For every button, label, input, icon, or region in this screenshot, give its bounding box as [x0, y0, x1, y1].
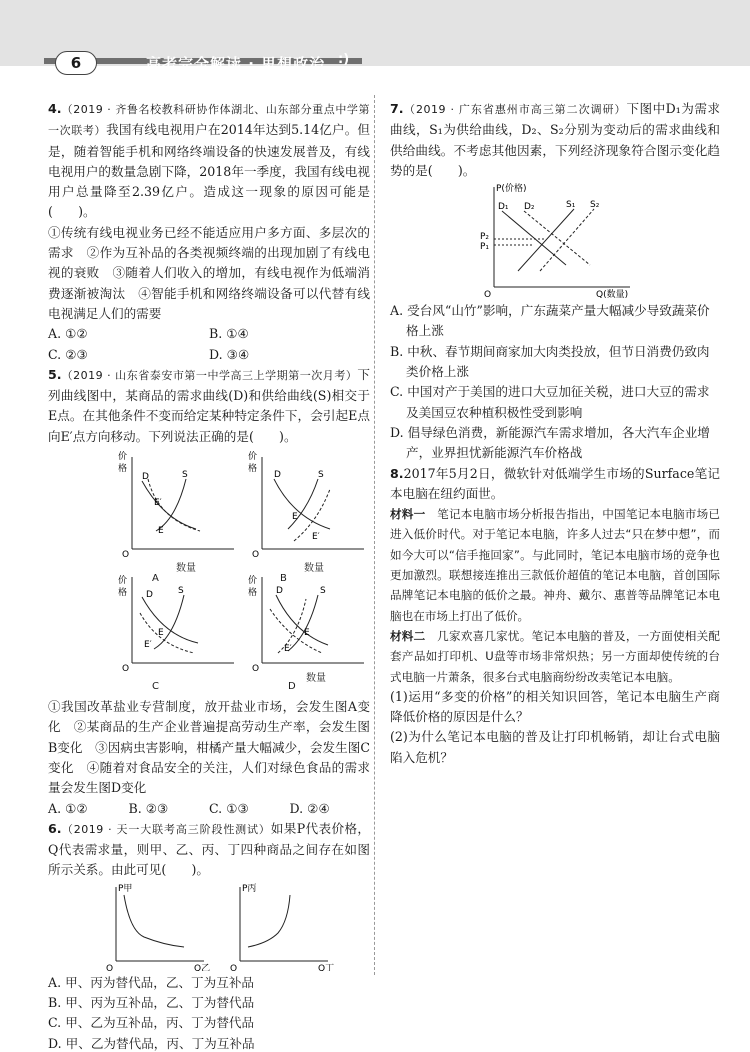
y-axis-label-2: 格 [118, 588, 128, 599]
question-7-graph-wrap [390, 181, 720, 301]
option-d[interactable]: D. 倡导绿色消费，新能源汽车需求增加，各大汽车企业增产，业界担忧新能源汽车价格战 [390, 424, 710, 461]
origin: O [106, 963, 114, 971]
label-d: D [276, 586, 283, 597]
label-d1: D₁ [498, 202, 509, 213]
question-6-graphs [48, 881, 370, 973]
page-header [0, 0, 750, 78]
graph-b [248, 449, 368, 559]
y-axis-label-1: 价 [118, 452, 128, 463]
material-one-label: 材料一 [390, 507, 426, 522]
label-origin: O [122, 550, 130, 560]
graph-cd-captions [48, 673, 370, 697]
option-a[interactable]: A. 甲、丙为替代品，乙、丁为互补品 [48, 974, 255, 990]
question-4 [48, 99, 370, 223]
label-e: E [292, 512, 298, 523]
question-number: 6. [48, 820, 62, 836]
y-axis-label-2: 格 [118, 464, 128, 475]
demand-curve [142, 481, 196, 529]
x-label: Q(数量) [596, 290, 629, 300]
sub-question-2: (2)为什么笔记本电脑的普及让打印机畅销，却让台式电脑陷入危机？ [390, 729, 720, 765]
question-source: （2019 · 山东省泰安市第一中学高三上学期第一次月考） [61, 368, 358, 382]
question-number: 8. [390, 465, 404, 481]
question-number: 7. [390, 101, 404, 116]
material-one-text: 笔记本电脑市场分析报告指出，中国笔记本电脑市场已进入低价时代。对于笔记本电脑，许多人过去“只在梦中想”，而如今大可以“信手拖回家”。与此同时，笔记本电脑市场的竞争也更加激烈。联想接连推出三款低价超值的笔记本电脑，首创国际品牌笔记本电脑的低价之最。神舟、戴尔、惠普等品牌笔记本电脑也在市场上打出了低价。 [390, 507, 720, 623]
x-label: Q丁 [318, 963, 335, 971]
y-label: P(价格) [496, 184, 527, 195]
question-stem: 下图中D₁为需求曲线，S₁为供给曲线，D₂、S₂分别为变动后的需求曲线和供给曲线。不考虑其他因素，下列经济现象符合图示变化趋势的是( )。 [390, 101, 721, 178]
label-d: D [146, 590, 153, 601]
option-c[interactable]: C. 甲、乙为互补品，丙、丁为替代品 [48, 1015, 255, 1031]
question-5-options [48, 799, 370, 819]
curve [124, 895, 184, 947]
material-one [390, 504, 720, 626]
y-axis-label-1: 价 [118, 576, 128, 587]
label-origin: O [122, 664, 130, 674]
curve [248, 895, 290, 947]
label-s2: S₂ [590, 200, 600, 211]
question-stem: 2017年5月2日，微软针对低端学生市场的Surface笔记本电脑在纽约面世。 [390, 465, 720, 501]
graph-d-quantity: 数量 [306, 673, 326, 685]
question-source: （2019 · 广东省惠州市高三第二次调研） [403, 103, 627, 116]
option-a[interactable]: A. ①② [48, 326, 88, 342]
question-source: （2019 · 齐鲁名校教科研协作体湖北、山东部分重点中学第一次联考） [48, 103, 370, 138]
label-d: D [142, 472, 149, 483]
demand-curve-shifted [270, 609, 322, 653]
option-d[interactable]: D. 甲、乙为替代品，丙、丁为互补品 [48, 1035, 255, 1051]
question-7-graph [480, 181, 640, 299]
origin: O [230, 963, 238, 971]
header-band [0, 0, 750, 66]
material-two [390, 626, 720, 687]
graph-b-quantity: 数量 [304, 563, 324, 575]
question-4-options-row2 [48, 345, 370, 365]
option-c[interactable]: C. ②③ [48, 346, 88, 362]
left-column [48, 99, 370, 1052]
label-s: S [178, 586, 184, 597]
graph-c-name: C [152, 681, 159, 693]
question-7 [390, 99, 720, 181]
question-number: 5. [48, 366, 62, 382]
question-5-graphs [48, 447, 370, 677]
y-axis-label-1: 价 [248, 452, 258, 463]
label-e-prime: E′ [284, 644, 292, 655]
option-a[interactable]: A. 受台风“山竹”影响，广东蔬菜产量大幅减少导致蔬菜价格上涨 [390, 303, 710, 339]
label-d: D [274, 470, 281, 481]
graph-substitute [104, 881, 214, 971]
option-d[interactable]: D. ②④ [289, 800, 330, 816]
page-number: 6 [55, 51, 97, 75]
demand-curve [274, 479, 330, 529]
label-p2: P₂ [480, 232, 490, 243]
label-e-prime: E′ [154, 498, 162, 509]
graph-a-name: A [152, 573, 159, 585]
option-c[interactable]: C. 中国对产于美国的进口大豆加征关税，进口大豆的需求及美国豆农种植积极性受到影响 [390, 384, 710, 420]
graph-b-name: B [280, 573, 287, 585]
header-title: 高考完全解读 · 思想政治 [146, 55, 326, 73]
label-s: S [320, 586, 326, 597]
option-c[interactable]: C. ①③ [209, 800, 249, 816]
supply-curve [154, 595, 184, 649]
question-6 [48, 819, 370, 881]
question-source: （2019 · 天一大联考高三阶段性测试） [61, 822, 271, 836]
label-p1: P₁ [480, 242, 490, 253]
y-axis-label-1: 价 [248, 576, 258, 587]
question-4-items: ①传统有线电视业务已经不能适应用户多方面、多层次的需求 ②作为互补品的各类视频终端的出现加剧了有线电视的衰败 ③随着人们收入的增加，有线电视作为低端消费逐渐被淘汰 ④智能手机和网络终端设备可以代替有线电视满足人们的需要 [48, 224, 370, 321]
question-stem: 我国有线电视用户在2014年达到5.14亿户。但是，随着智能手机和网络终端设备的快速发展普及，有线电视用户的数量急剧下降，2018年一季度，我国有线电视用户总量降至2.39亿户。造成这一现象的原因可能是( )。 [48, 122, 371, 220]
label-e: E [158, 526, 164, 537]
y-axis-label-2: 格 [248, 464, 258, 475]
question-8 [390, 464, 720, 505]
option-b[interactable]: B. 中秋、春节期间商家加大肉类投放，但节日消费仍致肉类价格上涨 [390, 343, 710, 380]
label-s: S [318, 470, 324, 481]
graph-a-quantity: 数量 [176, 563, 196, 575]
graph-d [248, 573, 368, 673]
sub-question-1: (1)运用“多变的价格”的相关知识回答，笔记本电脑生产商降低价格的原因是什么？ [390, 688, 720, 725]
supply-s1 [518, 209, 574, 271]
option-b[interactable]: B. ②③ [128, 800, 169, 816]
question-5-items: ①我国改革盐业专营制度，放开盐业市场，会发生图A变化 ②某商品的生产企业普遍提高劳动生产率，会发生图B变化 ③因病虫害影响，柑橘产量大幅减少，会发生图C变化 ④随着对食品安全的关注，人们对绿色食品的需求量会发生图D变化 [48, 699, 370, 796]
option-d[interactable]: D. ③④ [209, 346, 250, 362]
label-e: E [158, 628, 164, 639]
column-divider [374, 95, 375, 975]
y-axis-label-2: 格 [248, 588, 258, 599]
material-two-text: 几家欢喜几家忧。笔记本电脑的普及，一方面使相关配套产品如打印机、U盘等市场非常炽热；另一方面却使传统的台式电脑一片萧条，很多台式电脑商纷纷改卖笔记本电脑。 [390, 628, 720, 684]
label-e: E [304, 628, 310, 639]
label-origin: O [252, 550, 260, 560]
graph-a [118, 449, 238, 559]
graph-c [118, 573, 238, 673]
label-e-prime: E′ [312, 532, 320, 543]
label-origin: O [252, 664, 260, 674]
y-label: P丙 [242, 883, 257, 894]
x-label: Q乙 [194, 963, 211, 971]
question-stem: 如果P代表价格，Q代表需求量，则甲、乙、丙、丁四种商品之间存在如图所示关系。由此可见( )。 [48, 820, 370, 878]
material-two-label: 材料二 [390, 628, 426, 643]
demand-curve [142, 597, 198, 643]
graph-complement [228, 881, 338, 971]
y-label: P甲 [118, 883, 133, 894]
option-b[interactable]: B. ①④ [209, 326, 249, 342]
question-stem: 下列曲线图中，某商品的需求曲线(D)和供给曲线(S)相交于E点。在其他条件不变而给定某种特定条件下，会引起E点向E′点方向移动。下列说法正确的是( )。 [48, 366, 370, 444]
option-b[interactable]: B. 甲、丙为互补品，乙、丁为替代品 [48, 995, 255, 1011]
graph-d-name: D [288, 681, 296, 693]
header-deco: :) [338, 52, 350, 67]
label-s: S [182, 470, 188, 481]
question-number: 4. [48, 101, 62, 116]
label-e-prime: E′ [144, 640, 152, 651]
label-s1: S₁ [566, 200, 576, 211]
right-column [390, 99, 720, 768]
label-d2: D₂ [524, 202, 535, 213]
demand-curve [276, 595, 328, 645]
question-4-options-row1 [48, 324, 370, 344]
origin: O [484, 290, 492, 300]
option-a[interactable]: A. ①② [48, 800, 88, 816]
question-5 [48, 365, 370, 447]
